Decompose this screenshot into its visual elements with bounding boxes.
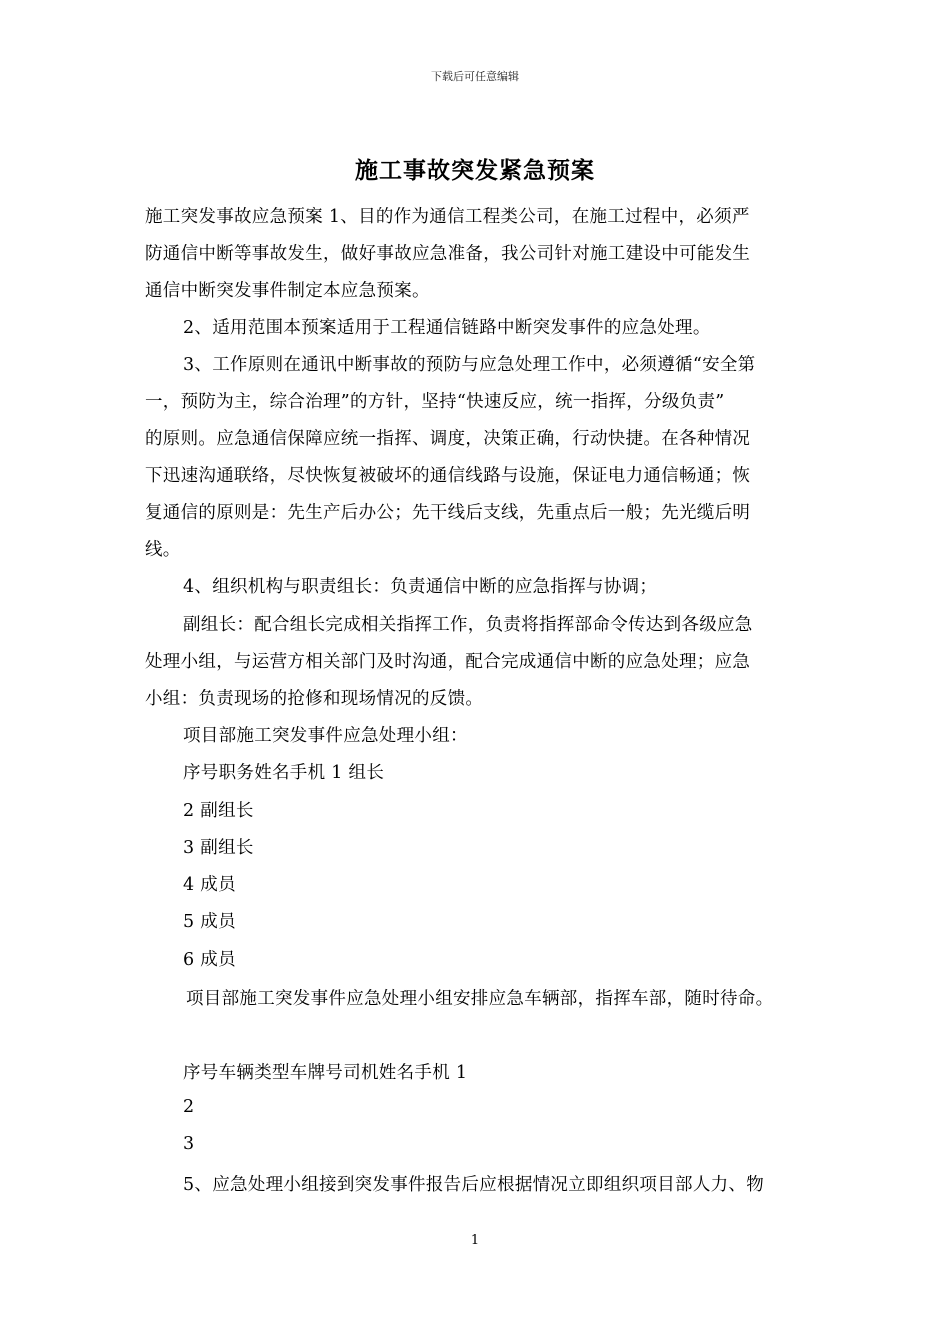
paragraph-line: 下迅速沟通联络，尽快恢复被破坏的通信线路与设施，保证电力通信畅通；恢	[145, 466, 751, 486]
paragraph-line: 5、应急处理小组接到突发事件报告后应根据情况立即组织项目部人力、物	[183, 1175, 765, 1195]
paragraph-line: 项目部施工突发事件应急处理小组安排应急车辆部，指挥车部，随时待命。	[186, 989, 774, 1009]
paragraph-line: 防通信中断等事故发生，做好事故应急准备，我公司针对施工建设中可能发生	[145, 244, 751, 264]
team-table-row: 6 成员	[183, 950, 236, 970]
paragraph-line: 2、适用范围本预案适用于工程通信链路中断突发事件的应急处理。	[183, 318, 711, 338]
paragraph-line: 线。	[145, 540, 181, 560]
paragraph-line: 项目部施工突发事件应急处理小组：	[183, 726, 468, 746]
vehicle-table-row: 2	[183, 1097, 195, 1117]
paragraph-line: 复通信的原则是：先生产后办公；先干线后支线，先重点后一般；先光缆后明	[145, 503, 751, 523]
team-table-row: 4 成员	[183, 875, 236, 895]
paragraph-line: 3、工作原则在通讯中断事故的预防与应急处理工作中，必须遵循“安全第	[183, 355, 756, 375]
paragraph-line: 的原则。应急通信保障应统一指挥、调度，决策正确，行动快捷。在各种情况	[145, 429, 751, 449]
header-note: 下载后可任意编辑	[431, 70, 519, 83]
paragraph-line: 4、组织机构与职责组长：负责通信中断的应急指挥与协调；	[183, 577, 658, 597]
paragraph-line: 一，预防为主，综合治理”的方针，坚持“快速反应，统一指挥，分级负责”	[145, 392, 725, 412]
paragraph-line: 副组长：配合组长完成相关指挥工作，负责将指挥部命令传达到各级应急	[183, 615, 753, 635]
vehicle-table-row: 3	[183, 1134, 195, 1154]
team-table-row: 3 副组长	[183, 838, 254, 858]
vehicle-table-row: 序号车辆类型车牌号司机姓名手机 1	[183, 1063, 468, 1083]
paragraph-line: 小组：负责现场的抢修和现场情况的反馈。	[145, 689, 484, 709]
paragraph-line: 处理小组，与运营方相关部门及时沟通，配合完成通信中断的应急处理；应急	[145, 652, 751, 672]
team-table-row: 序号职务姓名手机 1 组长	[183, 763, 385, 783]
paragraph-line: 施工突发事故应急预案 1、目的作为通信工程类公司，在施工过程中，必须严	[145, 207, 750, 227]
page-number: 1	[470, 1233, 480, 1248]
paragraph-line: 通信中断突发事件制定本应急预案。	[145, 281, 430, 301]
team-table-row: 5 成员	[183, 912, 236, 932]
document-title: 施工事故突发紧急预案	[355, 157, 595, 184]
team-table-row: 2 副组长	[183, 801, 254, 821]
